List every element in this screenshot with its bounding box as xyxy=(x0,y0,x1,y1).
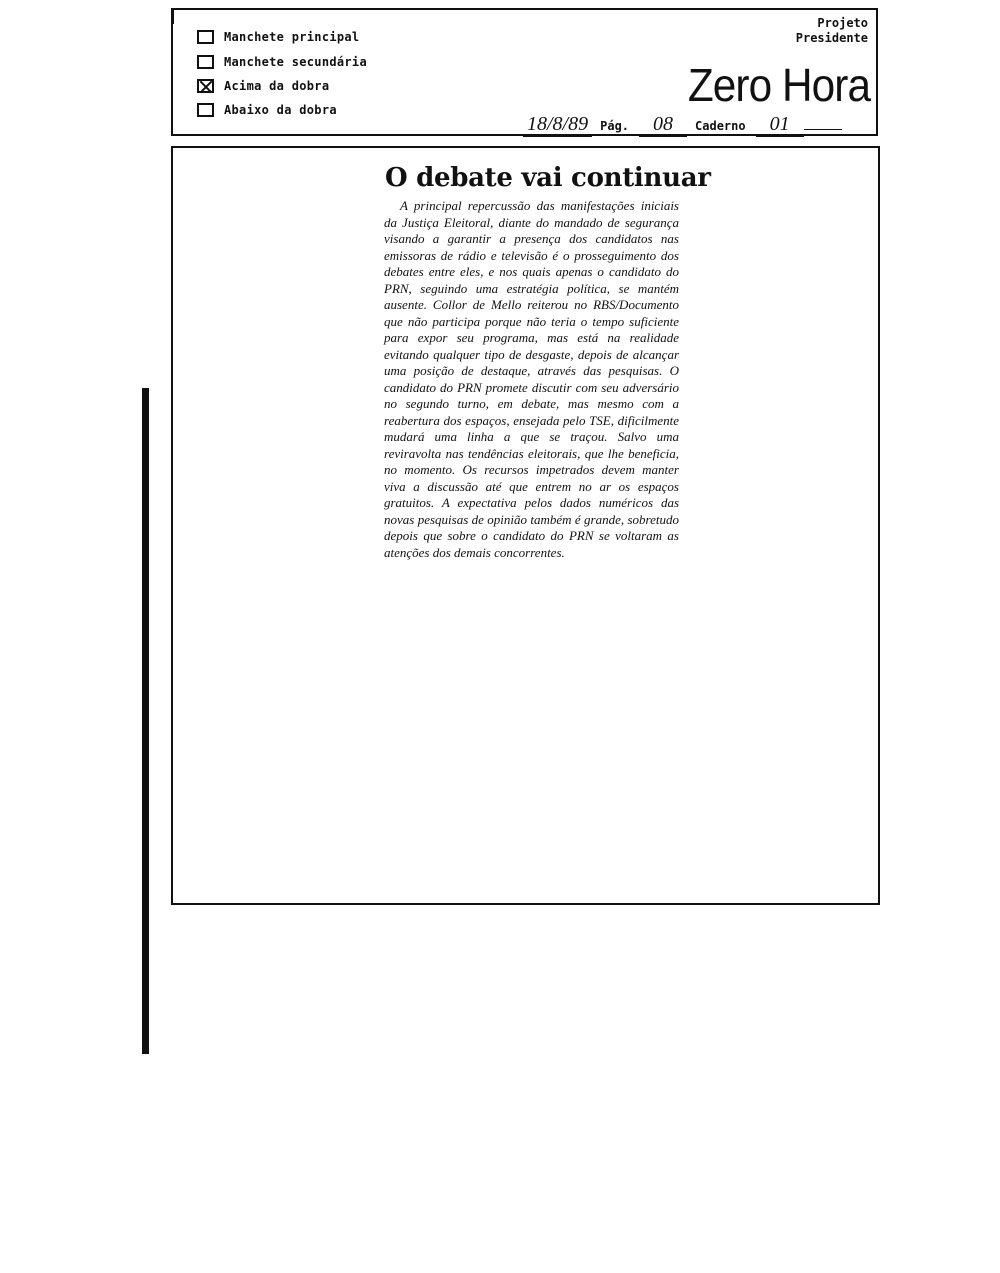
checkbox-manchete-principal[interactable] xyxy=(197,30,214,44)
article-body: A principal repercussão das manifestações iniciais da Justiça Eleitoral, diante do mandado de segurança visando a garantir a presença dos candidatos nas emissoras de rádio e televisão é o prosseguimento dos debates entre eles, e nos quais apenas o candidato do PRN, seguindo uma estratégia política, se mantém ausente. Collor de Mello reiterou no RBS/Documento que não participa porque não teria o tempo suficiente para expor seu programa, mas está na realidade evitando qualquer tipo de desgaste, depois de alcançar uma posição de destaque, através das pesquisas. O candidato do PRN promete discutir com seu adversário no segundo turno, em debate, mas mesmo com a reabertura dos espaços, ensejada pelo TSE, dificilmente mudará uma linha a que se traçou. Salvo uma reviravolta nas tendências eleitorais, que lhe beneficia, no momento. Os recursos impetrados devem manter viva a discussão até que entrem no ar os espaços gratuitos. A expectativa pelos dados numéricos das novas pesquisas de opinião também é grande, sobretudo depois que sobre o candidato do PRN se voltaram as atenções dos demais concorrentes. xyxy=(384,198,679,560)
date-value: 18/8/89 xyxy=(523,113,592,137)
checkbox-label: Manchete secundária xyxy=(224,55,367,69)
checkbox-acima-da-dobra[interactable] xyxy=(197,79,214,93)
article-headline: O debate vai continuar xyxy=(385,163,711,193)
scan-edge-bar xyxy=(142,388,149,1054)
checkbox-label: Manchete principal xyxy=(224,30,360,44)
scan-mark xyxy=(173,8,174,24)
section-label: Caderno xyxy=(695,119,746,133)
checkbox-row-manchete-secundaria[interactable] xyxy=(197,55,367,69)
project-line-1: Projeto xyxy=(817,16,868,30)
clipping-meta xyxy=(523,113,842,137)
clipping-header xyxy=(171,8,878,136)
underline-fill xyxy=(804,129,842,130)
page-value: 08 xyxy=(639,113,687,137)
checkbox-manchete-secundaria[interactable] xyxy=(197,55,214,69)
checkbox-label: Acima da dobra xyxy=(224,79,330,93)
page-label: Pág. xyxy=(600,119,630,133)
project-line-2: Presidente xyxy=(795,31,868,45)
checkbox-row-manchete-principal[interactable] xyxy=(197,30,359,44)
section-value: 01 xyxy=(756,113,804,137)
checkbox-abaixo-da-dobra[interactable] xyxy=(197,103,214,117)
project-label xyxy=(796,16,868,46)
checkbox-row-acima-da-dobra[interactable] xyxy=(197,79,329,93)
checkbox-row-abaixo-da-dobra[interactable] xyxy=(197,103,337,117)
newspaper-title: Zero Hora xyxy=(687,59,870,111)
checkbox-label: Abaixo da dobra xyxy=(224,103,337,117)
